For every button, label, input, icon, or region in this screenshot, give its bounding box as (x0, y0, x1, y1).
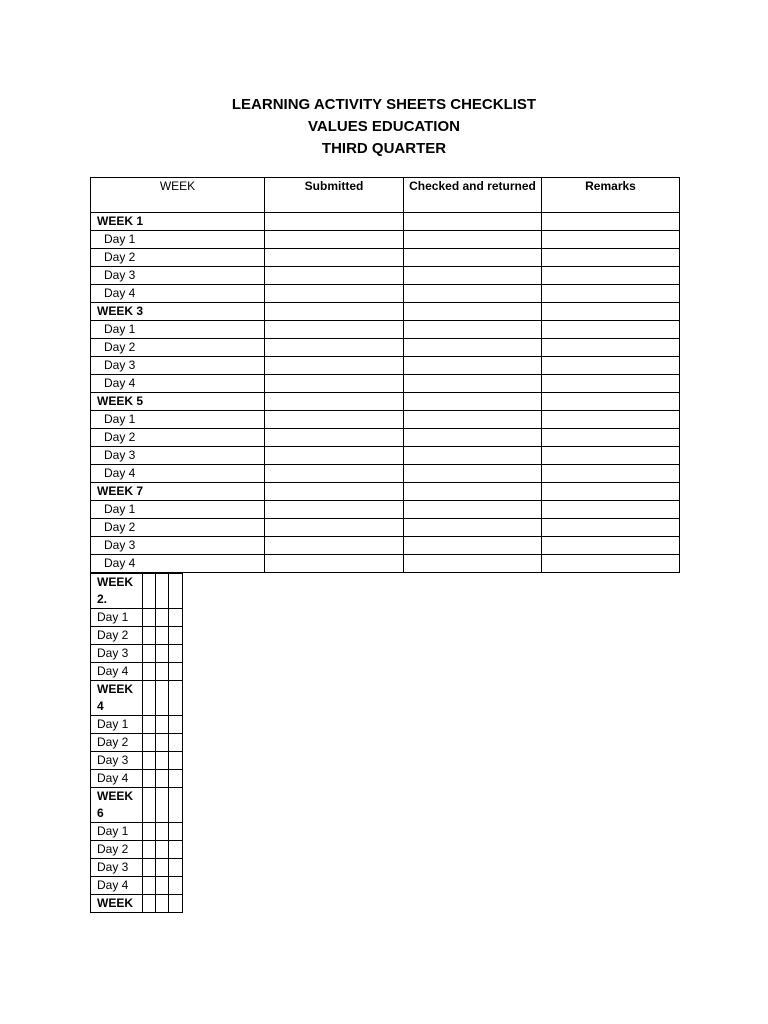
day-label: Day 1 (91, 411, 265, 429)
narrow-cell (156, 716, 169, 734)
checked-returned-cell (404, 411, 542, 429)
checked-returned-cell (404, 393, 542, 411)
title-line-3: THIRD QUARTER (321, 140, 447, 157)
checked-returned-cell (404, 285, 542, 303)
narrow-cell (169, 752, 183, 770)
narrow-cell (156, 627, 169, 645)
day-label: Day 2 (91, 519, 265, 537)
submitted-cell (265, 249, 404, 267)
title-line-1: LEARNING ACTIVITY SHEETS CHECKLIST (231, 96, 537, 113)
narrow-cell (156, 895, 169, 913)
checklist-table (90, 177, 680, 573)
submitted-cell (265, 555, 404, 573)
table-row (91, 321, 680, 339)
narrow-cell (156, 609, 169, 627)
table-row (91, 752, 183, 770)
narrow-cell (143, 716, 156, 734)
narrow-cell (169, 895, 183, 913)
day-label: Day 2 (91, 841, 143, 859)
narrow-cell (156, 574, 169, 609)
narrow-cell (143, 734, 156, 752)
submitted-cell (265, 501, 404, 519)
table-row (91, 663, 183, 681)
narrow-cell (143, 788, 156, 823)
table-row (91, 859, 183, 877)
table-row (91, 429, 680, 447)
table-row (91, 555, 680, 573)
narrow-cell (156, 788, 169, 823)
submitted-cell (265, 231, 404, 249)
remarks-cell (542, 213, 680, 231)
table-row (91, 267, 680, 285)
week-label: WEEK 2. (91, 574, 143, 609)
week-label: WEEK 1 (91, 213, 265, 231)
table-row (91, 447, 680, 465)
week-label: WEEK 3 (91, 303, 265, 321)
narrow-cell (143, 681, 156, 716)
narrow-cell (156, 823, 169, 841)
narrow-cell (143, 877, 156, 895)
table-row (91, 681, 183, 716)
checked-returned-cell (404, 537, 542, 555)
checked-returned-cell (404, 483, 542, 501)
narrow-cell (156, 645, 169, 663)
narrow-cell (143, 627, 156, 645)
narrow-cell (143, 823, 156, 841)
remarks-cell (542, 447, 680, 465)
table-row (91, 213, 680, 231)
checked-returned-cell (404, 555, 542, 573)
narrow-cell (143, 645, 156, 663)
checked-returned-cell (404, 375, 542, 393)
table-row (91, 465, 680, 483)
header-remarks: Remarks (542, 178, 680, 213)
narrow-cell (169, 841, 183, 859)
checked-returned-cell (404, 213, 542, 231)
day-label: Day 1 (91, 716, 143, 734)
checked-returned-cell (404, 447, 542, 465)
checked-returned-cell (404, 303, 542, 321)
day-label: Day 1 (91, 501, 265, 519)
narrow-cell (156, 770, 169, 788)
table-row (91, 770, 183, 788)
submitted-cell (265, 465, 404, 483)
day-label: Day 3 (91, 859, 143, 877)
day-label: Day 3 (91, 537, 265, 555)
table-header-row (91, 178, 680, 213)
table-row (91, 841, 183, 859)
day-label: Day 3 (91, 752, 143, 770)
submitted-cell (265, 393, 404, 411)
submitted-cell (265, 303, 404, 321)
submitted-cell (265, 537, 404, 555)
submitted-cell (265, 339, 404, 357)
narrow-cell (143, 895, 156, 913)
day-label: Day 4 (91, 877, 143, 895)
table-row (91, 716, 183, 734)
table-row (91, 574, 183, 609)
day-label: Day 4 (91, 555, 265, 573)
narrow-cell (169, 627, 183, 645)
narrow-cell (169, 734, 183, 752)
narrow-cell (143, 663, 156, 681)
day-label: Day 4 (91, 285, 265, 303)
remarks-cell (542, 465, 680, 483)
document-title-block (0, 94, 768, 160)
checked-returned-cell (404, 465, 542, 483)
remarks-cell (542, 393, 680, 411)
week-label: WEEK 5 (91, 393, 265, 411)
day-label: Day 3 (91, 645, 143, 663)
submitted-cell (265, 267, 404, 285)
narrow-cell (143, 609, 156, 627)
narrow-cell (169, 681, 183, 716)
title-line-2: VALUES EDUCATION (308, 118, 460, 135)
narrow-cell (156, 841, 169, 859)
remarks-cell (542, 357, 680, 375)
remarks-cell (542, 339, 680, 357)
submitted-cell (265, 375, 404, 393)
narrow-cell (143, 841, 156, 859)
narrow-cell (169, 663, 183, 681)
table-row (91, 501, 680, 519)
header-week: WEEK (91, 178, 265, 213)
narrow-cell (156, 663, 169, 681)
week-label: WEEK 7 (91, 483, 265, 501)
remarks-cell (542, 267, 680, 285)
submitted-cell (265, 429, 404, 447)
table-row (91, 411, 680, 429)
day-label: Day 4 (91, 465, 265, 483)
remarks-cell (542, 501, 680, 519)
table-row (91, 627, 183, 645)
remarks-cell (542, 285, 680, 303)
checked-returned-cell (404, 519, 542, 537)
narrow-cell (169, 609, 183, 627)
submitted-cell (265, 321, 404, 339)
remarks-cell (542, 375, 680, 393)
day-label: Day 2 (91, 429, 265, 447)
remarks-cell (542, 429, 680, 447)
table-row (91, 609, 183, 627)
day-label: Day 3 (91, 447, 265, 465)
table-row (91, 537, 680, 555)
narrow-cell (143, 859, 156, 877)
overflow-week-column-table (90, 573, 183, 913)
table-row (91, 877, 183, 895)
narrow-cell (156, 877, 169, 895)
week-label: WEEK 4 (91, 681, 143, 716)
day-label: Day 1 (91, 321, 265, 339)
narrow-cell (156, 859, 169, 877)
remarks-cell (542, 483, 680, 501)
checked-returned-cell (404, 267, 542, 285)
narrow-cell (156, 734, 169, 752)
header-submitted: Submitted (265, 178, 404, 213)
narrow-cell (169, 859, 183, 877)
table-row (91, 285, 680, 303)
checked-returned-cell (404, 429, 542, 447)
day-label: Day 2 (91, 339, 265, 357)
submitted-cell (265, 447, 404, 465)
remarks-cell (542, 555, 680, 573)
narrow-cell (143, 574, 156, 609)
day-label: Day 3 (91, 357, 265, 375)
remarks-cell (542, 303, 680, 321)
table-row (91, 895, 183, 913)
narrow-cell (169, 823, 183, 841)
narrow-cell (169, 877, 183, 895)
table-row (91, 393, 680, 411)
checked-returned-cell (404, 501, 542, 519)
day-label: Day 2 (91, 734, 143, 752)
table-row (91, 483, 680, 501)
checked-returned-cell (404, 249, 542, 267)
table-row (91, 519, 680, 537)
narrow-cell (156, 752, 169, 770)
remarks-cell (542, 231, 680, 249)
day-label: Day 3 (91, 267, 265, 285)
checked-returned-cell (404, 231, 542, 249)
narrow-cell (169, 574, 183, 609)
remarks-cell (542, 411, 680, 429)
submitted-cell (265, 519, 404, 537)
table-row (91, 823, 183, 841)
day-label: Day 4 (91, 663, 143, 681)
table-row (91, 303, 680, 321)
remarks-cell (542, 249, 680, 267)
table-row (91, 231, 680, 249)
submitted-cell (265, 213, 404, 231)
narrow-cell (169, 716, 183, 734)
table-row (91, 734, 183, 752)
table-row (91, 645, 183, 663)
narrow-cell (143, 770, 156, 788)
week-label: WEEK (91, 895, 143, 913)
table-row (91, 249, 680, 267)
narrow-cell (156, 681, 169, 716)
header-checked-and-returned: Checked and returned (404, 178, 542, 213)
narrow-cell (169, 770, 183, 788)
checked-returned-cell (404, 357, 542, 375)
submitted-cell (265, 285, 404, 303)
remarks-cell (542, 537, 680, 555)
week-label: WEEK 6 (91, 788, 143, 823)
checked-returned-cell (404, 321, 542, 339)
remarks-cell (542, 321, 680, 339)
table-row (91, 375, 680, 393)
checked-returned-cell (404, 339, 542, 357)
day-label: Day 4 (91, 375, 265, 393)
narrow-cell (169, 645, 183, 663)
narrow-cell (143, 752, 156, 770)
narrow-cell (169, 788, 183, 823)
day-label: Day 1 (91, 231, 265, 249)
table-row (91, 357, 680, 375)
table-row (91, 788, 183, 823)
day-label: Day 2 (91, 249, 265, 267)
day-label: Day 2 (91, 627, 143, 645)
day-label: Day 1 (91, 823, 143, 841)
day-label: Day 4 (91, 770, 143, 788)
submitted-cell (265, 357, 404, 375)
remarks-cell (542, 519, 680, 537)
submitted-cell (265, 411, 404, 429)
submitted-cell (265, 483, 404, 501)
day-label: Day 1 (91, 609, 143, 627)
table-row (91, 339, 680, 357)
